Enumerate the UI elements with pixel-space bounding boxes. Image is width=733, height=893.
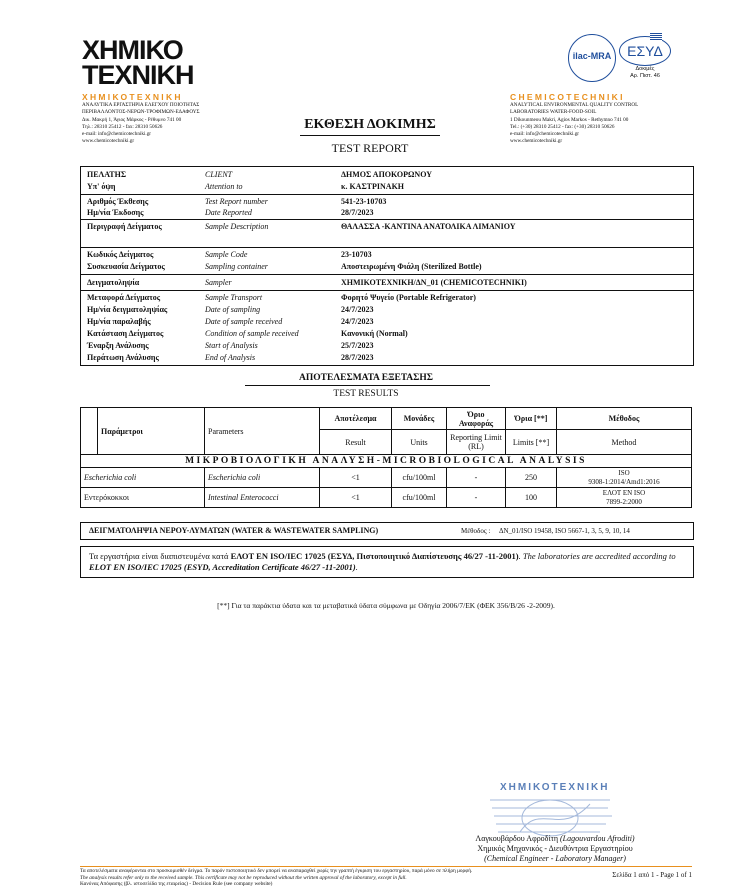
info-label-en: Date of sampling	[205, 305, 261, 314]
info-label-gr: Περάτωση Ανάλυσης	[87, 353, 159, 362]
info-value: κ. ΚΑΣΤΡΙΝΑΚΗ	[341, 182, 405, 191]
info-value: Αποστειρωμένη Φιάλη (Sterilized Bottle)	[341, 262, 482, 271]
param-gr: Εντερόκοκκοι	[81, 488, 205, 508]
brand-greek: ΧΗΜΙΚΟΤΕΧΝΙΚΗ	[82, 92, 183, 102]
header-result-gr: Αποτέλεσμα	[320, 408, 392, 430]
lab-info-greek	[82, 92, 282, 146]
title-divider	[300, 135, 440, 136]
info-label-en: Sampler	[205, 278, 232, 287]
en-line: www.chemicotechniki.gr	[510, 138, 563, 145]
en-line: ANALYTICAL ENVIRONMENTAL QUALITY CONTROL	[510, 102, 639, 108]
method-line: ISO	[618, 468, 630, 477]
header-limits-en: Limits [**]	[506, 430, 557, 455]
info-row	[81, 304, 693, 315]
info-value: 28/7/2023	[341, 353, 374, 362]
info-label-gr: Ημ/νία παραλαβής	[87, 317, 151, 326]
ilac-mra-logo	[568, 34, 616, 82]
limit-value: 250	[506, 468, 557, 488]
info-row	[81, 169, 693, 180]
esyd-label: ΕΣΥΔ	[627, 43, 663, 59]
info-row	[81, 181, 693, 192]
method-line: 9308-1:2014/Amd1:2016	[588, 477, 660, 486]
accred-en-a: . The laboratories are accredited according to	[518, 551, 676, 561]
info-divider	[81, 290, 693, 291]
en-line: 1 Dikounmeou Makri, Agios Markos - Rethymno 741 00	[510, 116, 629, 123]
info-label-gr: Ημ/νία δειγματοληψίας	[87, 305, 168, 314]
lab-address-greek	[82, 102, 282, 146]
header-limits-gr: Όρια [**]	[506, 408, 557, 430]
info-value: ΔΗΜΟΣ ΑΠΟΚΟΡΩΝΟΥ	[341, 170, 432, 179]
gr-line: ΠΕΡΙΒΑΛΛΟΝΤΟΣ-ΝΕΡΩΝ-ΤΡΟΦΙΜΩΝ-ΕΔΑΦΟΥΣ	[82, 109, 200, 116]
header-method-en: Method	[557, 430, 692, 455]
method-line: 7899-2:2000	[606, 497, 642, 506]
accreditation-text	[81, 547, 693, 577]
info-label-gr: Έναρξη Ανάλυσης	[87, 341, 149, 350]
info-label-en: Test Report number	[205, 197, 268, 206]
method-value	[557, 488, 692, 508]
esyd-sub-2: Αρ. Πιστ. 46	[630, 73, 660, 79]
info-label-en: Date of sample received	[205, 317, 283, 326]
info-label-en: CLIENT	[205, 170, 233, 179]
header-rl-gr: Όριο Αναφοράς	[447, 408, 506, 430]
param-en: Intestinal Enterococci	[205, 488, 320, 508]
signatory-role-en: (Chemical Engineer - Laboratory Manager)	[484, 854, 626, 863]
report-title-greek: ΕΚΘΕΣΗ ΔΟΚΙΜΗΣ	[304, 117, 436, 132]
info-value: 24/7/2023	[341, 317, 374, 326]
table-header-row	[81, 408, 692, 430]
info-value: 28/7/2023	[341, 208, 374, 217]
sampling-method-box	[80, 522, 694, 540]
info-label-en: Sampling container	[205, 262, 268, 271]
signatory-name-line	[440, 834, 670, 844]
method-line: ΕΛΟΤ ΕΝ ISO	[602, 488, 646, 497]
table-row	[81, 488, 692, 508]
gr-line: Τηλ.: 28310 25412 - fax: 28310 50626	[82, 123, 163, 130]
info-value: ΘΑΛΑΣΣΑ -ΚΑΝΤΙΝΑ ΑΝΑΤΟΛΙΚΑ ΛΙΜΑΝΙΟΥ	[341, 222, 516, 231]
signatory-role: Χημικός Μηχανικός - Διευθύντρια Εργαστηρίου	[477, 844, 633, 853]
brand-english: CHEMICOTECHNIKI	[510, 92, 625, 102]
footer-divider	[80, 866, 692, 867]
section-row	[81, 455, 692, 468]
info-row	[81, 292, 693, 303]
info-label-en: End of Analysis	[205, 353, 256, 362]
en-line: Tel.: (+30) 28310 25412 - fax: (+30) 28310 50626	[510, 123, 615, 130]
logo-line-2: ΤΕΧΝΙΚΗ	[82, 60, 194, 90]
sampling-method-label: Μέθοδος :	[461, 527, 491, 535]
info-row	[81, 340, 693, 351]
footer-line: Τα αποτελέσματα αναφέρονται στο προσκομισθέν δείγμα. Το παρόν πιστοποιητικό δεν μπορεί να αναπαραχθεί χωρίς την γραπτή έγκριση του εργαστηρίου, παρά μόνο σε πλήρη μορφή.	[80, 868, 473, 874]
sample-info-box	[80, 166, 694, 366]
lab-info-english	[510, 92, 700, 146]
greek-flag-icon	[650, 33, 662, 41]
header-parameters-gr: Παράμετροι	[98, 408, 205, 455]
accreditation-box	[80, 546, 694, 578]
header-result-en: Result	[320, 430, 392, 455]
accred-gr-b: ΕΛΟΤ ΕΝ ISO/IEC 17025 (ΕΣΥΔ, Πιστοποιητικό Διαπίστευσης 46/27 -11-2001)	[230, 551, 519, 561]
accred-en-c: .	[355, 562, 358, 572]
info-row	[81, 261, 693, 272]
rl-value: -	[447, 488, 506, 508]
info-row	[81, 196, 693, 207]
info-row	[81, 277, 693, 288]
info-label-gr: Περιγραφή Δείγματος	[87, 222, 162, 231]
company-stamp	[480, 780, 640, 840]
info-value: 23-10703	[341, 250, 372, 259]
section-title: ΜΙΚΡΟΒΙΟΛΟΓΙΚΗ ΑΝΑΛΥΣΗ-MICROBIOLOGICAL ANALYSIS	[81, 455, 692, 468]
footer	[80, 868, 692, 888]
info-label-en: Start of Analysis	[205, 341, 258, 350]
info-label-en: Condition of sample received	[205, 329, 299, 338]
footer-line: Κανόνας Απόφασης (βλ. ιστοσελίδα της εταιρείας) - Decision Rule (see company website)	[80, 881, 273, 887]
signatory-block	[440, 834, 670, 864]
info-value: 541-23-10703	[341, 197, 387, 206]
esyd-sub-1: Δοκιμές	[635, 66, 655, 72]
en-line: LABORATORIES WATER-FOOD-SOIL	[510, 109, 597, 116]
sampling-label: ΔΕΙΓΜΑΤΟΛΗΨΙΑ ΝΕΡΟΥ-ΛΥΜΑΤΩΝ (WATER & WASTEWATER SAMPLING)	[89, 526, 379, 535]
results-title-english: TEST RESULTS	[333, 389, 399, 399]
info-row	[81, 207, 693, 218]
page-number: Σελίδα 1 από 1 - Page 1 of 1	[612, 871, 692, 879]
ilac-label: ilac-MRA	[572, 51, 612, 61]
method-value	[557, 468, 692, 488]
result-value: <1	[320, 488, 392, 508]
accred-gr-a: Τα εργαστήρια είναι διαπιστευμένα κατά	[89, 551, 231, 561]
header-blank	[81, 408, 98, 455]
company-logo	[82, 35, 202, 90]
esyd-logo	[619, 36, 671, 66]
stamp-text: ΧΗΜΙΚΟΤΕΧΝΙΚΗ	[500, 782, 610, 793]
info-row	[81, 316, 693, 327]
info-label-gr: Μεταφορά Δείγματος	[87, 293, 161, 302]
info-label-gr: Συσκευασία Δείγματος	[87, 262, 165, 271]
results-divider	[245, 385, 490, 386]
info-value: 24/7/2023	[341, 305, 374, 314]
gr-line: ΑΝΑΛΥΤΙΚΑ ΕΡΓΑΣΤΗΡΙΑ ΕΛΕΓΧΟΥ ΠΟΙΟΤΗΤΑΣ	[82, 102, 200, 108]
info-label-gr: Αριθμός Έκθεσης	[87, 197, 149, 206]
info-divider	[81, 219, 693, 220]
info-label-en: Sample Description	[205, 222, 269, 231]
sampling-method-value: ΔΝ_01/ISO 19458, ISO 5667-1, 3, 5, 9, 10, 14	[499, 527, 630, 535]
units-value: cfu/100ml	[392, 468, 447, 488]
header-units-gr: Μονάδες	[392, 408, 447, 430]
results-title-greek: ΑΠΟΤΕΛΕΣΜΑΤΑ ΕΞΕΤΑΣΗΣ	[299, 373, 433, 383]
info-value: Κανονική (Normal)	[341, 329, 408, 338]
info-label-en: Attention to	[205, 182, 243, 191]
rl-value: -	[447, 468, 506, 488]
lab-address-english	[510, 102, 700, 146]
info-divider	[81, 194, 693, 195]
limits-note: [**] Για τα παράκτια ύδατα και τα μεταβατικά ύδατα σύμφωνα με Οδηγία 2006/7/ΕΚ (ΦΕΚ 356/Β/26 -2-2009).	[217, 601, 555, 610]
info-value: ΧΗΜΙΚΟΤΕΧΝΙΚΗ/ΔΝ_01 (CHEMICOTECHNIKI)	[341, 278, 527, 287]
header-units-en: Units	[392, 430, 447, 455]
gr-line: www.chemicotechniki.gr	[82, 138, 135, 145]
info-label-gr: Ημ/νία Έκδοσης	[87, 208, 144, 217]
info-label-gr: ΠΕΛΑΤΗΣ	[87, 170, 127, 179]
info-row	[81, 249, 693, 260]
info-label-en: Sample Transport	[205, 293, 263, 302]
info-label-gr: Δειγματοληψία	[87, 278, 140, 287]
signatory-name-en: (Lagouvardou Afroditi)	[560, 834, 635, 843]
info-label-en: Sample Code	[205, 250, 248, 259]
header-rl-en: Reporting Limit (RL)	[447, 430, 506, 455]
en-line: e-mail: info@chemicotechniki.gr	[510, 131, 580, 138]
result-value: <1	[320, 468, 392, 488]
param-en: Escherichia coli	[205, 468, 320, 488]
accred-en-b: ELOT EN ISO/IEC 17025 (ESYD, Accreditation Certificate 46/27 -11-2001)	[89, 562, 356, 572]
param-gr: Escherichia coli	[81, 468, 205, 488]
gr-line: Δικ. Μακρή 1, Άγιος Μάρκος - Ρέθυμνο 741 00	[82, 116, 182, 123]
info-row	[81, 352, 693, 363]
info-value: 25/7/2023	[341, 341, 374, 350]
info-divider	[81, 247, 693, 248]
limit-value: 100	[506, 488, 557, 508]
esyd-caption	[615, 66, 675, 80]
info-label-gr: Κατάσταση Δείγματος	[87, 329, 164, 338]
info-divider	[81, 274, 693, 275]
info-value: Φορητό Ψυγείο (Portable Refrigerator)	[341, 293, 476, 302]
info-label-en: Date Reported	[205, 208, 252, 217]
gr-line: e-mail: info@chemicotechniki.gr	[82, 131, 152, 138]
footer-line: The analysis results refer only to the received sample. This certificate may not be reproduced without the written approval of the laboratory, except in full.	[80, 874, 407, 881]
signatory-name: Λαγκουβάρδου Αφροδίτη	[475, 834, 558, 843]
results-table	[80, 407, 692, 508]
header-parameters-en: Parameters	[205, 408, 320, 455]
info-row	[81, 221, 693, 232]
info-label-gr: Κωδικός Δείγματος	[87, 250, 154, 259]
table-row	[81, 468, 692, 488]
report-title-english: TEST REPORT	[331, 141, 409, 155]
info-label-gr: Υπ' όψη	[87, 182, 116, 191]
logo-line-1: ΧΗΜΙΚΟ	[82, 35, 183, 65]
header-method-gr: Μέθοδος	[557, 408, 692, 430]
units-value: cfu/100ml	[392, 488, 447, 508]
info-row	[81, 328, 693, 339]
